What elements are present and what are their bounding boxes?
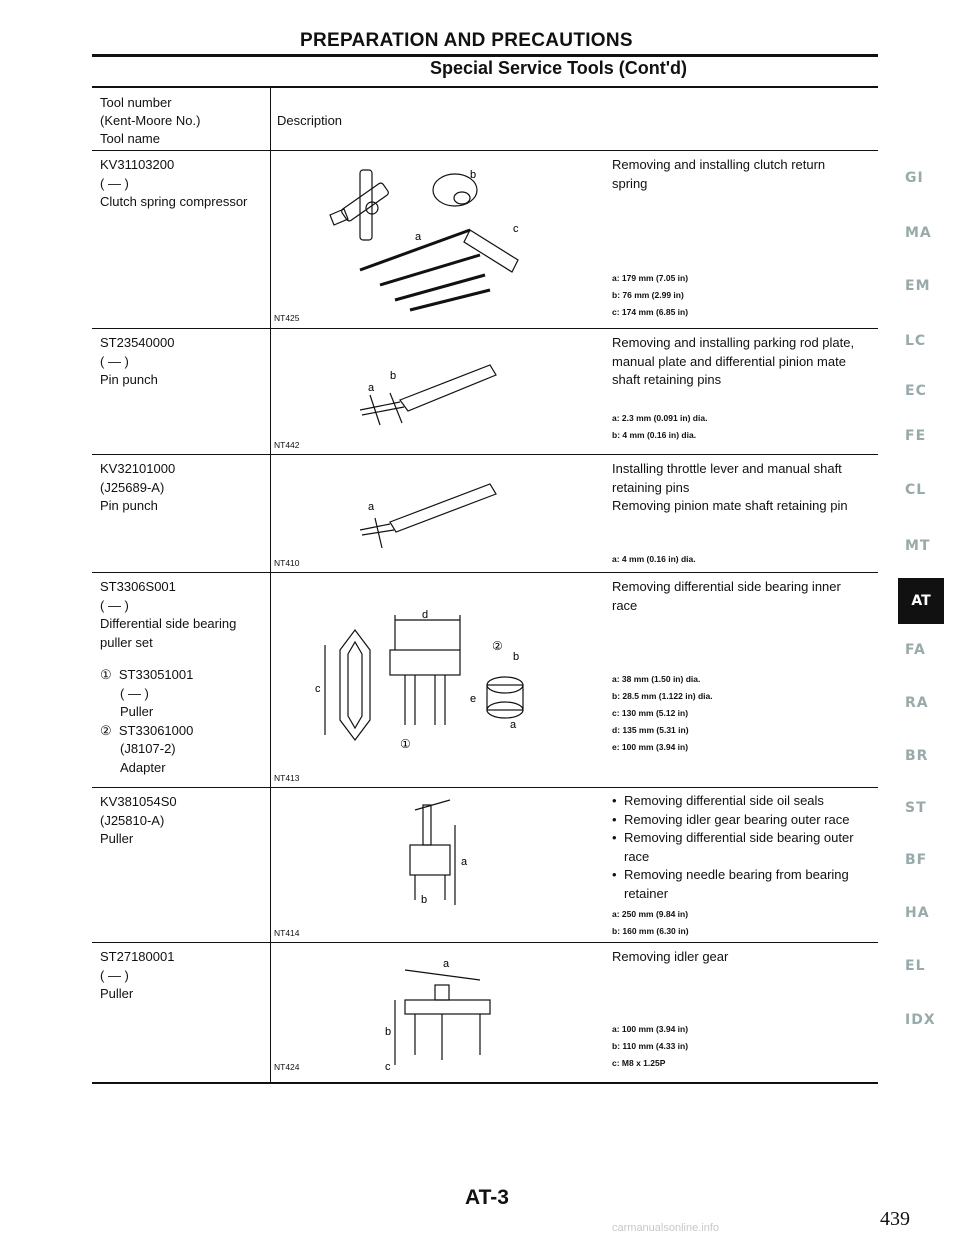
table-row	[100, 460, 265, 516]
tool-specs: a: 38 mm (1.50 in) dia. b: 28.5 mm (1.122 in) dia. c: 130 mm (5.12 in) d: 135 mm (5.31 in) e: 100 mm (3.94 in)	[612, 674, 713, 752]
tool-description: Removing and installing parking rod plate, manual plate and differential pinion mate shaft retaining pins	[612, 335, 855, 387]
tool-number: ST3306S001	[100, 579, 176, 594]
kent-moore-number: ( — )	[100, 597, 129, 613]
tool-number: KV31103200	[100, 157, 175, 172]
section-tab-st[interactable]: ST	[905, 800, 927, 816]
tool-description: Installing throttle lever and manual shaft retaining pins Removing pinion mate shaft retaining pin	[612, 461, 848, 513]
watermark: carmanualsonline.info	[612, 1222, 720, 1234]
pin-punch-illustration	[350, 478, 510, 553]
side-bearing-puller-illustration	[310, 610, 550, 770]
table-bottom-rule	[92, 1082, 878, 1084]
dim-label-b: b	[470, 169, 477, 181]
puller-illustration	[395, 795, 495, 920]
table-top-rule	[92, 86, 878, 88]
section-tab-cl[interactable]: CL	[905, 482, 927, 498]
section-tab-mt[interactable]: MT	[905, 538, 931, 554]
illustration-code: NT424	[274, 1062, 300, 1072]
tool-name: Puller	[100, 831, 134, 846]
page-title: PREPARATION AND PRECAUTIONS	[300, 30, 633, 51]
header-rule	[92, 54, 878, 57]
svg-text:a: a	[443, 958, 450, 970]
section-tab-ma[interactable]: MA	[905, 225, 932, 241]
pin-punch-illustration	[340, 355, 520, 435]
tool-number: ST27180001	[100, 949, 175, 964]
page-code: AT-3	[465, 1186, 509, 1209]
tool-description: Removing differential side bearing inner race	[612, 579, 841, 613]
svg-text:a: a	[368, 382, 375, 394]
table-row	[100, 334, 265, 390]
svg-text:c: c	[385, 1061, 391, 1073]
tool-name: Differential side bearing	[100, 616, 237, 631]
idler-gear-puller-illustration	[385, 955, 505, 1075]
table-row: ST3306S001 ( — ) Differential side bearing puller set ① ST33051001 ( — ) Puller ② ST33061000 (J8107-2) Adapter	[100, 578, 265, 777]
kent-moore-number: (J25810-A)	[100, 812, 165, 828]
row-rule	[92, 942, 878, 943]
tool-description: • Removing differential side oil seals • Removing idler gear bearing outer race • Removing differential side bearing outer race • Removing needle bearing from bearing retainer	[612, 792, 882, 903]
section-tab-bf[interactable]: BF	[905, 852, 928, 868]
section-tab-idx[interactable]: IDX	[905, 1012, 936, 1028]
tool-name: Puller	[100, 986, 134, 1001]
table-row	[100, 156, 265, 212]
row-rule	[92, 454, 878, 455]
dim-label-a: a	[415, 231, 422, 243]
table-row	[100, 793, 265, 849]
sub-part: ② ST33061000	[100, 722, 194, 738]
page-number: 439	[880, 1208, 910, 1230]
illustration-code: NT410	[274, 558, 300, 568]
row-rule	[92, 328, 878, 329]
svg-text:b: b	[390, 370, 397, 382]
tool-description: Removing idler gear	[612, 949, 729, 964]
tool-number: KV32101000	[100, 461, 176, 476]
illustration-code: NT414	[274, 928, 300, 938]
kent-moore-number: (J25689-A)	[100, 479, 165, 495]
illustration-code: NT442	[274, 440, 300, 450]
tool-specs: a: 100 mm (3.94 in) b: 110 mm (4.33 in) c: M8 x 1.25P	[612, 1024, 689, 1068]
svg-text:a: a	[461, 856, 468, 868]
svg-text:b: b	[421, 894, 428, 906]
illustration-code: NT425	[274, 313, 300, 323]
section-tab-ec[interactable]: EC	[905, 383, 927, 399]
svg-text:b: b	[513, 651, 520, 663]
row-rule	[92, 572, 878, 573]
tool-specs: a: 4 mm (0.16 in) dia.	[612, 554, 696, 564]
svg-text:d: d	[422, 609, 429, 621]
clutch-spring-compressor-illustration	[310, 160, 540, 320]
svg-text:b: b	[385, 1026, 392, 1038]
dim-label-c: c	[513, 223, 519, 235]
illustration-code: NT413	[274, 773, 300, 783]
section-tab-at[interactable]: AT	[898, 578, 944, 624]
table-row	[100, 948, 265, 1004]
section-tab-br[interactable]: BR	[905, 748, 929, 764]
svg-text:c: c	[315, 683, 321, 695]
column-header-description: Description	[277, 113, 343, 128]
section-tab-fe[interactable]: FE	[905, 428, 927, 444]
table-header-rule	[92, 150, 878, 151]
svg-text:a: a	[368, 501, 375, 513]
column-divider	[270, 86, 271, 1082]
row-rule	[92, 787, 878, 788]
tool-number: ST23540000	[100, 335, 175, 350]
tool-name: Pin punch	[100, 498, 158, 513]
section-tab-ra[interactable]: RA	[905, 695, 929, 711]
section-tab-em[interactable]: EM	[905, 278, 931, 294]
tool-specs: a: 2.3 mm (0.091 in) dia. b: 4 mm (0.16 in) dia.	[612, 413, 708, 440]
kent-moore-number: ( — )	[100, 353, 129, 369]
sub-part: ① ST33051001	[100, 667, 194, 682]
tool-specs: a: 250 mm (9.84 in) b: 160 mm (6.30 in)	[612, 909, 689, 936]
svg-text:①: ①	[400, 737, 411, 751]
tool-description: Removing and installing clutch return spring	[612, 157, 826, 191]
section-subtitle: Special Service Tools (Cont'd)	[430, 58, 688, 78]
svg-text:②: ②	[492, 639, 503, 653]
section-tab-lc[interactable]: LC	[905, 333, 927, 349]
svg-text:a: a	[510, 719, 517, 731]
section-tab-fa[interactable]: FA	[905, 642, 926, 658]
section-tab-el[interactable]: EL	[905, 958, 926, 974]
section-tab-gi[interactable]: GI	[905, 170, 924, 186]
tool-name: Pin punch	[100, 372, 158, 387]
kent-moore-number: ( — )	[100, 175, 129, 191]
section-tab-ha[interactable]: HA	[905, 905, 930, 921]
kent-moore-number: ( — )	[100, 967, 129, 983]
tool-number: KV381054S0	[100, 794, 177, 809]
tool-name: Clutch spring compressor	[100, 194, 248, 209]
svg-text:e: e	[470, 693, 477, 705]
tool-specs: a: 179 mm (7.05 in) b: 76 mm (2.99 in) c: 174 mm (6.85 in)	[612, 273, 689, 317]
column-header-tool: Tool number (Kent-Moore No.) Tool name	[100, 95, 201, 146]
